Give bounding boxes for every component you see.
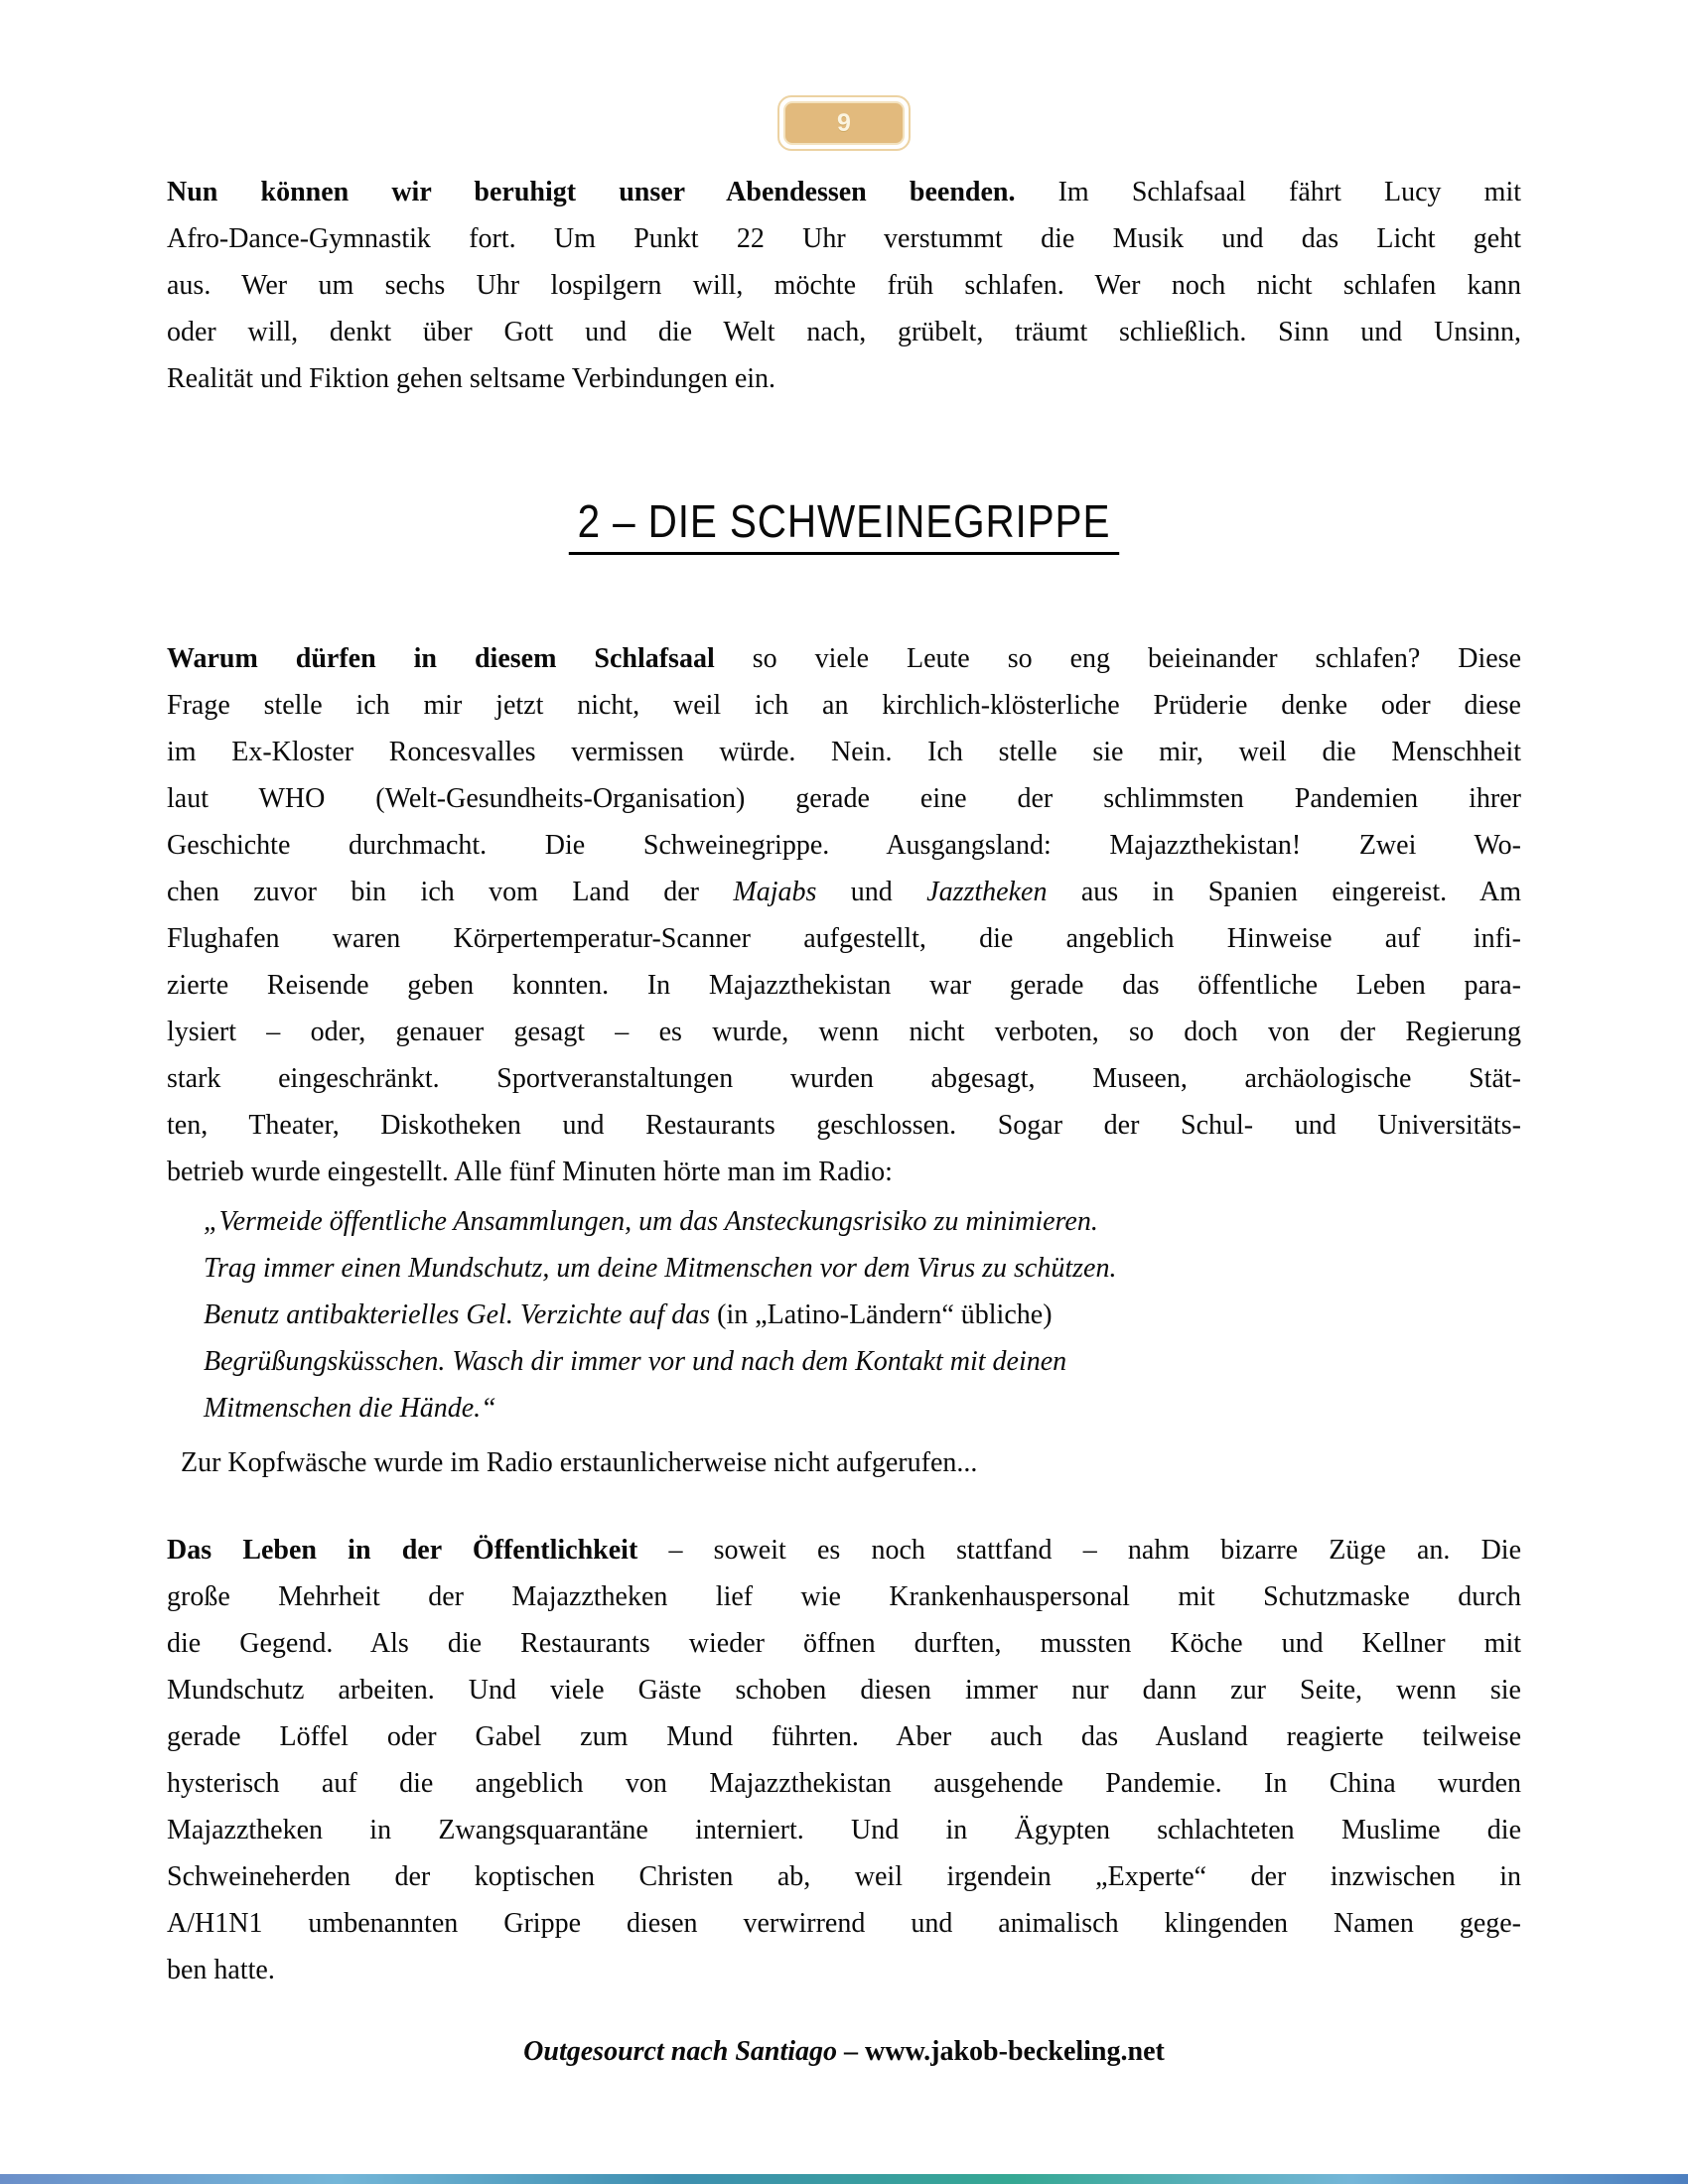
chapter-heading-wrap (167, 496, 1521, 555)
text-line (167, 635, 1521, 682)
text-line (167, 1009, 1521, 1055)
text-line (167, 1900, 1521, 1947)
text-segment: so viele Leute so eng beieinander schlafen? Diese (714, 643, 1521, 674)
text-segment: Realität und Fiktion gehen seltsame Verbindungen ein. (167, 363, 776, 394)
text-segment: laut WHO (Welt-Gesundheits-Organisation) gerade eine der schlimmsten Pandemien ihrer (167, 783, 1521, 814)
text-line (167, 869, 1521, 915)
text-line (167, 215, 1521, 262)
bottom-decoration-bar (0, 2174, 1688, 2184)
text-segment: Das Leben in der Öffentlichkeit (167, 1535, 638, 1566)
text-segment: lysiert – oder, genauer gesagt – es wurde, wenn nicht verboten, so doch von der Regierung (167, 1017, 1521, 1047)
text-segment: Warum dürfen in diesem Schlafsaal (167, 643, 715, 674)
text-line (167, 1620, 1521, 1667)
text-line (181, 1439, 1521, 1486)
text-line (204, 1245, 1425, 1292)
text-line (167, 1760, 1521, 1807)
text-segment: stark eingeschränkt. Sportveranstaltungen wurden abgesagt, Museen, archäologische Stät- (167, 1063, 1521, 1094)
text-line (167, 309, 1521, 355)
paragraph-oeffentlichkeit (167, 1527, 1521, 1993)
text-segment: zierte Reisende geben konnten. In Majazzthekistan war gerade das öffentliche Leben para- (167, 970, 1521, 1001)
text-line (167, 775, 1521, 822)
text-segment: Frage stelle ich mir jetzt nicht, weil ich an kirchlich-klösterliche Prüderie denke oder diese (167, 690, 1521, 721)
text-segment: Benutz antibakterielles Gel. Verzichte auf das (204, 1299, 718, 1330)
text-line (167, 1102, 1521, 1149)
text-line (167, 1667, 1521, 1713)
paragraph-abendessen (167, 169, 1521, 402)
text-line (167, 355, 1521, 402)
text-segment: und (816, 877, 927, 907)
page-footer (167, 2028, 1521, 2075)
text-segment: – soweit es noch stattfand – nahm bizarre Züge an. Die (637, 1535, 1521, 1566)
text-segment: Majabs (733, 877, 817, 907)
text-line (167, 1713, 1521, 1760)
text-line (167, 915, 1521, 962)
text-line (167, 169, 1521, 215)
text-segment: im Ex-Kloster Roncesvalles vermissen würde. Nein. Ich stelle sie mir, weil die Menschheit (167, 737, 1521, 767)
text-line (167, 682, 1521, 729)
footer-separator: – (837, 2036, 866, 2067)
radio-quote-block (204, 1198, 1425, 1432)
text-line (167, 1807, 1521, 1853)
text-segment: A/H1N1 umbenannten Grippe diesen verwirrend und animalisch klingenden Namen gege- (167, 1908, 1521, 1939)
text-segment: ben hatte. (167, 1955, 275, 1985)
text-segment: Zur Kopfwäsche wurde im Radio erstaunlicherweise nicht aufgerufen... (181, 1447, 978, 1478)
text-segment: Nun können wir beruhigt unser Abendessen beenden. (167, 177, 1016, 207)
text-line (167, 1853, 1521, 1900)
text-segment: die Gegend. Als die Restaurants wieder öffnen durften, mussten Köche und Kellner mit (167, 1628, 1521, 1659)
paragraph-schweinegrippe (167, 635, 1521, 1195)
chapter-heading: 2 – DIE SCHWEINEGRIPPE (569, 496, 1119, 555)
text-line (167, 1055, 1521, 1102)
footer-book-title: Outgesourct nach Santiago (523, 2036, 838, 2067)
text-segment: Schweineherden der koptischen Christen ab, weil irgendein „Experte“ der inzwischen in (167, 1861, 1521, 1892)
text-line (167, 262, 1521, 309)
text-segment: gerade Löffel oder Gabel zum Mund führten. Aber auch das Ausland reagierte teilweise (167, 1721, 1521, 1752)
text-line (167, 1573, 1521, 1620)
text-line (167, 1149, 1521, 1195)
text-segment: Im Schlafsaal fährt Lucy mit (1015, 177, 1522, 207)
text-segment: (in „Latino-Ländern“ übliche) (717, 1299, 1053, 1330)
text-line (204, 1385, 1425, 1432)
text-line (167, 962, 1521, 1009)
page-number-badge (777, 95, 911, 151)
text-line (167, 822, 1521, 869)
text-segment: ten, Theater, Diskotheken und Restaurants geschlossen. Sogar der Schul- und Universitäts- (167, 1110, 1521, 1141)
text-line (204, 1292, 1425, 1338)
text-segment: chen zuvor bin ich vom Land der (167, 877, 734, 907)
text-segment: große Mehrheit der Majazztheken lief wie Krankenhauspersonal mit Schutzmaske durch (167, 1581, 1521, 1612)
text-segment: Majazztheken in Zwangsquarantäne interniert. Und in Ägypten schlachteten Muslime die (167, 1815, 1521, 1845)
text-segment: Jazztheken (926, 877, 1048, 907)
text-segment: hysterisch auf die angeblich von Majazzthekistan ausgehende Pandemie. In China wurden (167, 1768, 1521, 1799)
text-segment: aus in Spanien eingereist. Am (1047, 877, 1522, 907)
text-segment: betrieb wurde eingestellt. Alle fünf Minuten hörte man im Radio: (167, 1157, 893, 1187)
page-number: 9 (783, 101, 905, 145)
footer-url[interactable]: www.jakob-beckeling.net (865, 2036, 1165, 2067)
text-line (167, 1527, 1521, 1573)
text-segment: Flughafen waren Körpertemperatur-Scanner aufgestellt, die angeblich Hinweise auf infi- (167, 923, 1521, 954)
text-line (204, 1338, 1425, 1385)
text-segment: Trag immer einen Mundschutz, um deine Mitmenschen vor dem Virus zu schützen. (204, 1253, 1117, 1284)
text-segment: Mundschutz arbeiten. Und viele Gäste schoben diesen immer nur dann zur Seite, wenn sie (167, 1675, 1521, 1706)
text-segment: oder will, denkt über Gott und die Welt nach, grübelt, träumt schließlich. Sinn und Unsinn, (167, 317, 1521, 347)
text-segment: Mitmenschen die Hände.“ (204, 1393, 496, 1424)
kopfwaesche-line (167, 1439, 1521, 1486)
text-segment: Begrüßungsküsschen. Wasch dir immer vor und nach dem Kontakt mit deinen (204, 1346, 1067, 1377)
text-line (167, 729, 1521, 775)
text-line (204, 1198, 1425, 1245)
text-line (167, 1947, 1521, 1993)
text-segment: aus. Wer um sechs Uhr lospilgern will, möchte früh schlafen. Wer noch nicht schlafen kann (167, 270, 1521, 301)
text-segment: „Vermeide öffentliche Ansammlungen, um das Ansteckungsrisiko zu minimieren. (204, 1206, 1098, 1237)
text-segment: Geschichte durchmacht. Die Schweinegrippe. Ausgangsland: Majazzthekistan! Zwei Wo- (167, 830, 1521, 861)
text-segment: Afro-Dance-Gymnastik fort. Um Punkt 22 Uhr verstummt die Musik und das Licht geht (167, 223, 1521, 254)
